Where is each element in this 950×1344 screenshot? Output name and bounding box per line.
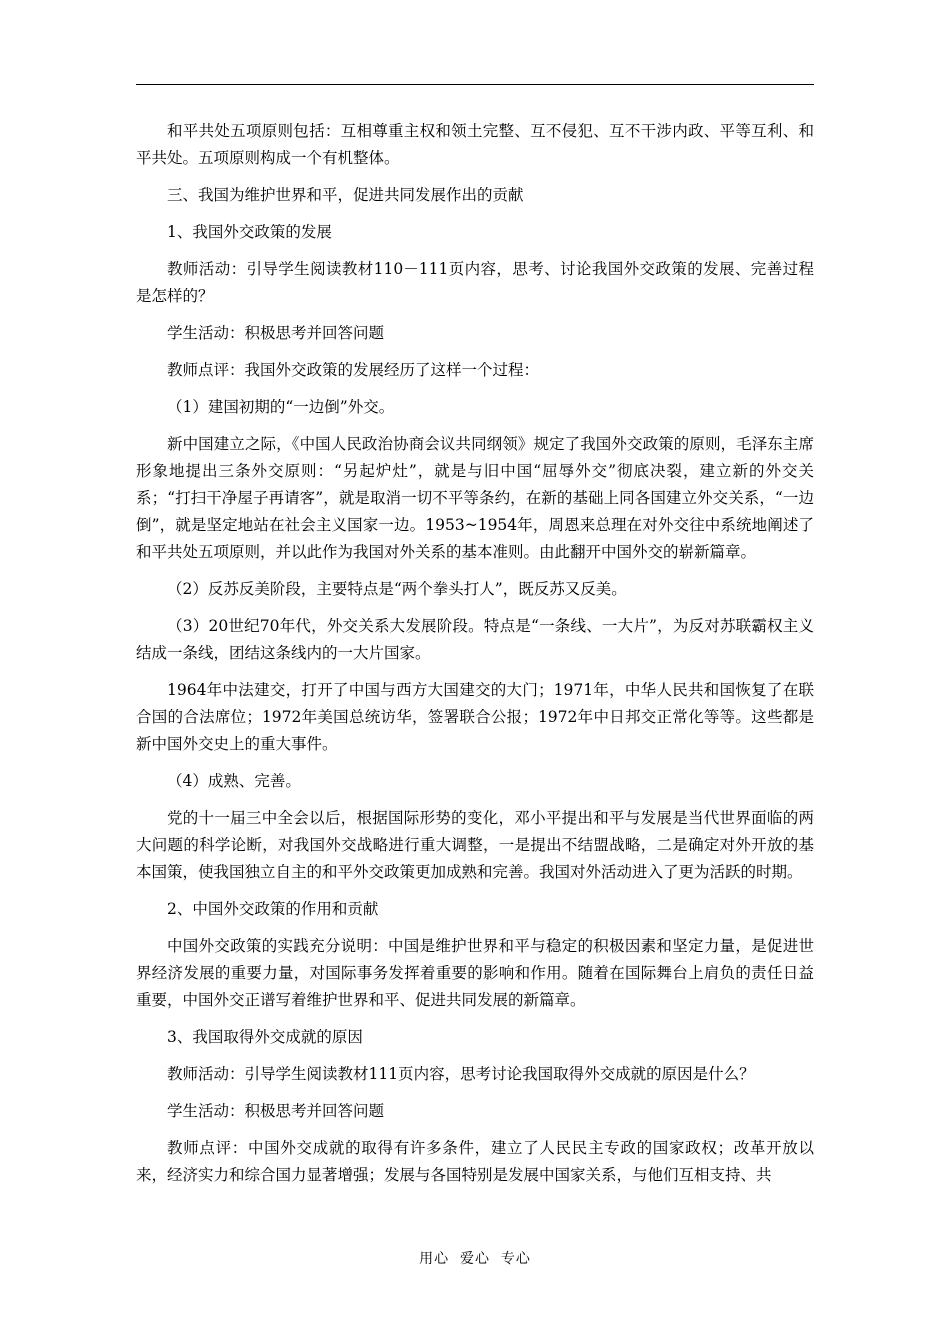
paragraph-student-activity-1: 学生活动：积极思考并回答问题 (167, 324, 385, 342)
list-item-stage-1: （1）建国初期的“一边倒”外交。 (167, 398, 395, 416)
list-item-stage-2: （2）反苏反美阶段，主要特点是“两个拳头打人”，既反苏又反美。 (167, 580, 627, 598)
subheading-policy-role: 2、中国外交政策的作用和贡献 (167, 900, 379, 918)
paragraph-early-diplomacy: 新中国建立之际，《中国人民政治协商会议共同纲领》规定了我国外交政策的原则，毛泽东主席形象地提出三条外交原则：“另起炉灶”，就是与旧中国“屈辱外交”彻底决裂，建立新的外交关系；“打扫干净屋子再请客”，就是取消一切不平等条约，在新的基础上同各国建立外交关系，“一边倒”，就是坚定地站在社会主义国家一边。1953~1954年，周恩来总理在对外交往中系统地阐述了和平共处五项原则，并以此作为我国对外关系的基本准则。由此翻开中国外交的崭新篇章。 (136, 435, 814, 561)
paragraph-teacher-activity-2: 教师活动：引导学生阅读教材111页内容，思考讨论我国取得外交成就的原因是什么？ (167, 1065, 755, 1083)
paragraph-student-activity-2: 学生活动：积极思考并回答问题 (167, 1102, 385, 1120)
subheading-policy-development: 1、我国外交政策的发展 (167, 223, 332, 241)
section-heading-contribution: 三、我国为维护世界和平，促进共同发展作出的贡献 (167, 186, 524, 204)
paragraph-teacher-comment-2: 教师点评：中国外交成就的取得有许多条件，建立了人民民主专政的国家政权；改革开放以来，经济实力和综合国力显著增强；发展与各国特别是发展中国家关系，与他们互相支持、共 (136, 1139, 814, 1184)
paragraph-teacher-comment-1: 教师点评：我国外交政策的发展经历了这样一个过程： (167, 361, 540, 379)
paragraph-five-principles: 和平共处五项原则包括：互相尊重主权和领土完整、互不侵犯、互不干涉内政、平等互利、和平共处。五项原则构成一个有机整体。 (136, 122, 814, 167)
page-footer: 用心 爱心 专心 (419, 1251, 531, 1267)
paragraph-major-events: 1964年中法建交，打开了中国与西方大国建交的大门；1971年，中华人民共和国恢复了在联合国的合法席位；1972年美国总统访华，签署联合公报；1972年中日邦交正常化等等。这些都是新中国外交史上的重大事件。 (136, 681, 814, 753)
paragraph-reform-era: 党的十一届三中全会以后，根据国际形势的变化，邓小平提出和平与发展是当代世界面临的两大问题的科学论断，对我国外交战略进行重大调整，一是提出不结盟战略，二是确定对外开放的基本国策，使我国独立自主的和平外交政策更加成熟和完善。我国对外活动进入了更为活跃的时期。 (136, 809, 814, 881)
list-item-stage-3: （3）20世纪70年代，外交关系大发展阶段。特点是“一条线、一大片”，为反对苏联霸权主义结成一条线，团结这条线内的一大片国家。 (136, 617, 814, 662)
paragraph-policy-role: 中国外交政策的实践充分说明：中国是维护世界和平与稳定的积极因素和坚定力量，是促进世界经济发展的重要力量，对国际事务发挥着重要的影响和作用。随着在国际舞台上肩负的责任日益重要，中国外交正谱写着维护世界和平、促进共同发展的新篇章。 (136, 937, 814, 1009)
document-body (136, 118, 814, 1199)
header-rule (136, 84, 814, 85)
list-item-stage-4: （4）成熟、完善。 (167, 772, 301, 790)
subheading-achievement-reasons: 3、我国取得外交成就的原因 (167, 1028, 363, 1046)
paragraph-teacher-activity-1: 教师活动：引导学生阅读教材110－111页内容，思考、讨论我国外交政策的发展、完善过程是怎样的？ (136, 260, 814, 305)
